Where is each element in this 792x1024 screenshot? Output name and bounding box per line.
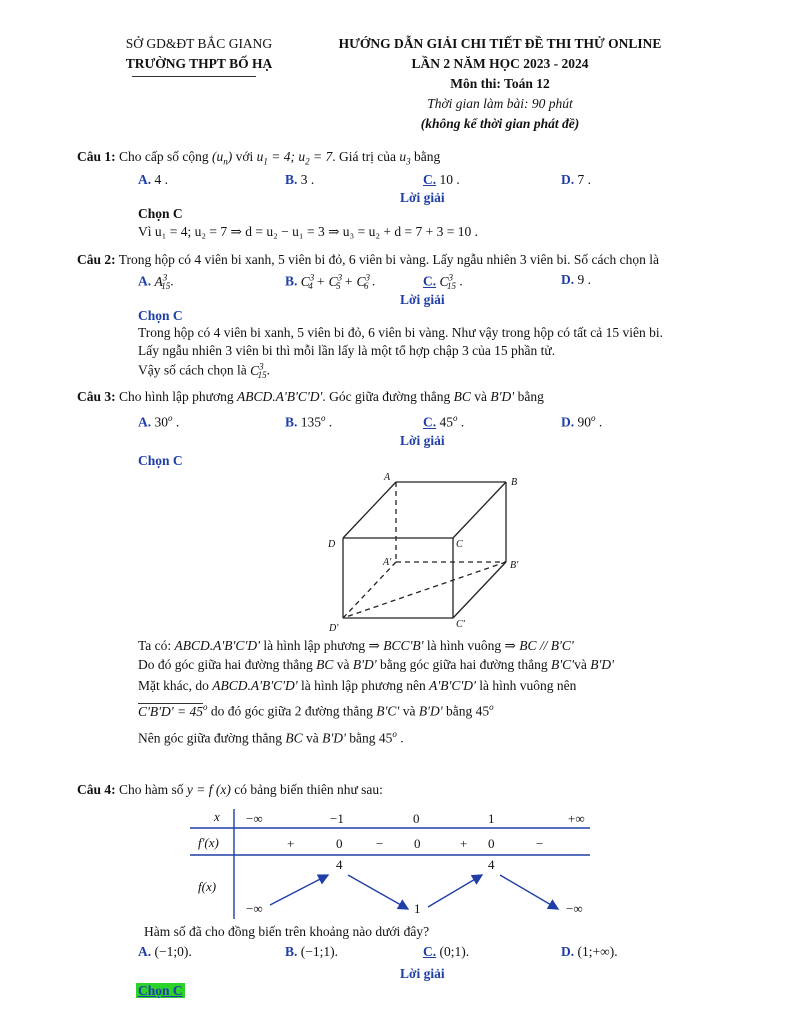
cube-vertex-b1: B' xyxy=(510,560,519,571)
q1-option-a[interactable]: A. 4 . xyxy=(138,172,168,187)
q3-option-a[interactable]: A. 30$^o$ . xyxy=(138,413,180,430)
q2-choose: Chọn C xyxy=(138,308,183,323)
page-subtitle: LẦN 2 NĂM HỌC 2023 - 2024 xyxy=(411,56,589,71)
q4-option-c[interactable]: C. (0;1). xyxy=(423,944,470,959)
school-name: TRƯỜNG THPT BỐ HẠ xyxy=(125,56,273,71)
q3-explanation-5: Nên góc giữa đường thẳng BC và B'D' bằng 45$^o$ . xyxy=(138,729,404,746)
q1-explanation: Vì u₁ = 4; u₂ = 7 ⇒ d = u₂ − u₁ = 3 ⇒ u₃ = u₂ + d = 7 + 3 = 10 . xyxy=(138,224,478,239)
table-f-value-2: 1 xyxy=(414,901,421,916)
header-divider xyxy=(132,76,256,77)
q4-choose: Chọn C xyxy=(138,983,183,998)
table-arrow-up-2 xyxy=(428,875,482,907)
cube-vertex-a1: A' xyxy=(383,557,392,568)
table-arrow-down-2 xyxy=(500,875,558,909)
q3-choose: Chọn C xyxy=(138,453,183,468)
q1-option-c[interactable]: C. 10 . xyxy=(423,172,460,187)
table-fp-sign-3: 0 xyxy=(414,836,421,851)
question-3: Câu 3: Cho hình lập phương ABCD.A'B'C'D'. Góc giữa đường thẳng BC và B'D' bằng xyxy=(77,389,544,404)
question-4: Câu 4: Cho hàm số y = f (x) có bảng biến thiên như sau: xyxy=(77,782,383,797)
table-fp-label: f'(x) xyxy=(198,835,219,850)
table-arrow-down-1 xyxy=(348,875,408,909)
duration-line: Thời gian làm bài: 90 phút xyxy=(427,96,573,111)
q1-solution-heading: Lời giải xyxy=(400,190,445,205)
q2-explanation-3: Vậy số cách chọn là $C^3_{15}$. xyxy=(138,361,270,381)
q2-option-d[interactable]: D. 9 . xyxy=(561,272,591,287)
page-title: HƯỚNG DẪN GIẢI CHI TIẾT ĐỀ THI THỬ ONLINE xyxy=(338,36,662,51)
table-x-label: x xyxy=(214,809,220,824)
q4-question: Hàm số đã cho đồng biến trên khoảng nào dưới đây? xyxy=(144,924,430,939)
cube-diagram xyxy=(310,465,540,635)
q2-option-c[interactable]: C. $C^3_{15}$ . xyxy=(423,272,463,292)
table-f-value-3: 4 xyxy=(488,857,495,872)
table-fp-sign-1: 0 xyxy=(336,836,343,851)
q4-option-a[interactable]: A. (−1;0). xyxy=(138,944,192,959)
table-f-value-0: −∞ xyxy=(246,901,263,916)
cube-vertex-c: C xyxy=(456,539,463,550)
table-fp-sign-6: − xyxy=(536,836,544,851)
table-x-value-3: 1 xyxy=(488,811,495,826)
table-fp-sign-4: + xyxy=(460,836,468,851)
q1-choose: Chọn C xyxy=(138,206,183,221)
cube-vertex-d1: D' xyxy=(329,623,339,634)
table-arrow-up-1 xyxy=(270,875,328,905)
question-label: Câu 1: xyxy=(77,149,116,164)
q3-option-c[interactable]: C. 45$^o$ . xyxy=(423,413,465,430)
table-f-value-4: −∞ xyxy=(566,901,583,916)
q1-option-b[interactable]: B. 3 . xyxy=(285,172,315,187)
table-x-value-0: −∞ xyxy=(246,811,263,826)
subject-line: Môn thi: Toán 12 xyxy=(450,76,550,91)
q4-option-d[interactable]: D. (1;+∞). xyxy=(561,944,618,959)
q2-solution-heading: Lời giải xyxy=(400,292,445,307)
cube-vertex-a: A xyxy=(384,472,391,483)
q4-option-b[interactable]: B. (−1;1). xyxy=(285,944,338,959)
school-department: SỞ GD&ĐT BẮC GIANG xyxy=(125,36,273,51)
q3-explanation-2: Do đó góc giữa hai đường thẳng BC và B'D' bằng góc giữa hai đường thẳng B'C'và B'D' xyxy=(138,657,614,672)
table-x-value-1: −1 xyxy=(330,811,344,826)
table-x-value-4: +∞ xyxy=(568,811,585,826)
q2-explanation-2: Lấy ngẫu nhiên 3 viên bi thì mỗi lần lấy là một tổ hợp chập 3 của 15 phần tử. xyxy=(138,343,556,358)
cube-vertex-c1: C' xyxy=(456,619,465,630)
question-1: Câu 1: Cho cấp số cộng $(u_n)$ với $u_1 = 4$; $u_2 = 7$. Giá trị của $u_3$ bằng xyxy=(77,149,441,167)
q3-explanation-3: Mặt khác, do ABCD.A'B'C'D' là hình lập phương nên A'B'C'D' là hình vuông nên xyxy=(138,678,577,693)
q3-explanation-4: $C'B'D' = 45^o$ do đó góc giữa 2 đường thẳng B'C' và B'D' bằng 45$^o$ xyxy=(138,702,494,719)
q3-option-d[interactable]: D. 90$^o$ . xyxy=(561,413,603,430)
q3-option-b[interactable]: B. 135$^o$ . xyxy=(285,413,333,430)
q4-solution-heading: Lời giải xyxy=(400,966,445,981)
q2-explanation-1: Trong hộp có 4 viên bi xanh, 5 viên bi đỏ, 6 viên bi vàng. Như vậy trong hộp có tất cả 15 viên bi. xyxy=(138,325,663,340)
cube-vertex-b: B xyxy=(511,477,518,488)
note-line: (không kể thời gian phát đề) xyxy=(420,116,580,131)
q3-solution-heading: Lời giải xyxy=(400,433,445,448)
table-fp-sign-2: − xyxy=(376,836,384,851)
table-fp-sign-0: + xyxy=(287,836,295,851)
q1-option-d[interactable]: D. 7 . xyxy=(561,172,591,187)
q3-explanation-1: Ta có: ABCD.A'B'C'D' là hình lập phương ⇒ BCC'B' là hình vuông ⇒ BC // B'C' xyxy=(138,638,574,653)
table-f-label: f(x) xyxy=(198,879,217,894)
table-x-value-2: 0 xyxy=(413,811,420,826)
q2-option-a[interactable]: A. $A^3_{15}$. xyxy=(138,272,174,292)
table-fp-sign-5: 0 xyxy=(488,836,495,851)
q2-option-b[interactable]: B. $C^3_4 + C^3_5 + C^3_6$ . xyxy=(285,272,376,292)
variation-table xyxy=(190,805,600,920)
table-f-value-1: 4 xyxy=(336,857,343,872)
question-2: Câu 2: Trong hộp có 4 viên bi xanh, 5 viên bi đỏ, 6 viên bi vàng. Lấy ngẫu nhiên 3 viên bi. Số cách chọn là xyxy=(77,252,659,267)
cube-vertex-d: D xyxy=(328,539,336,550)
